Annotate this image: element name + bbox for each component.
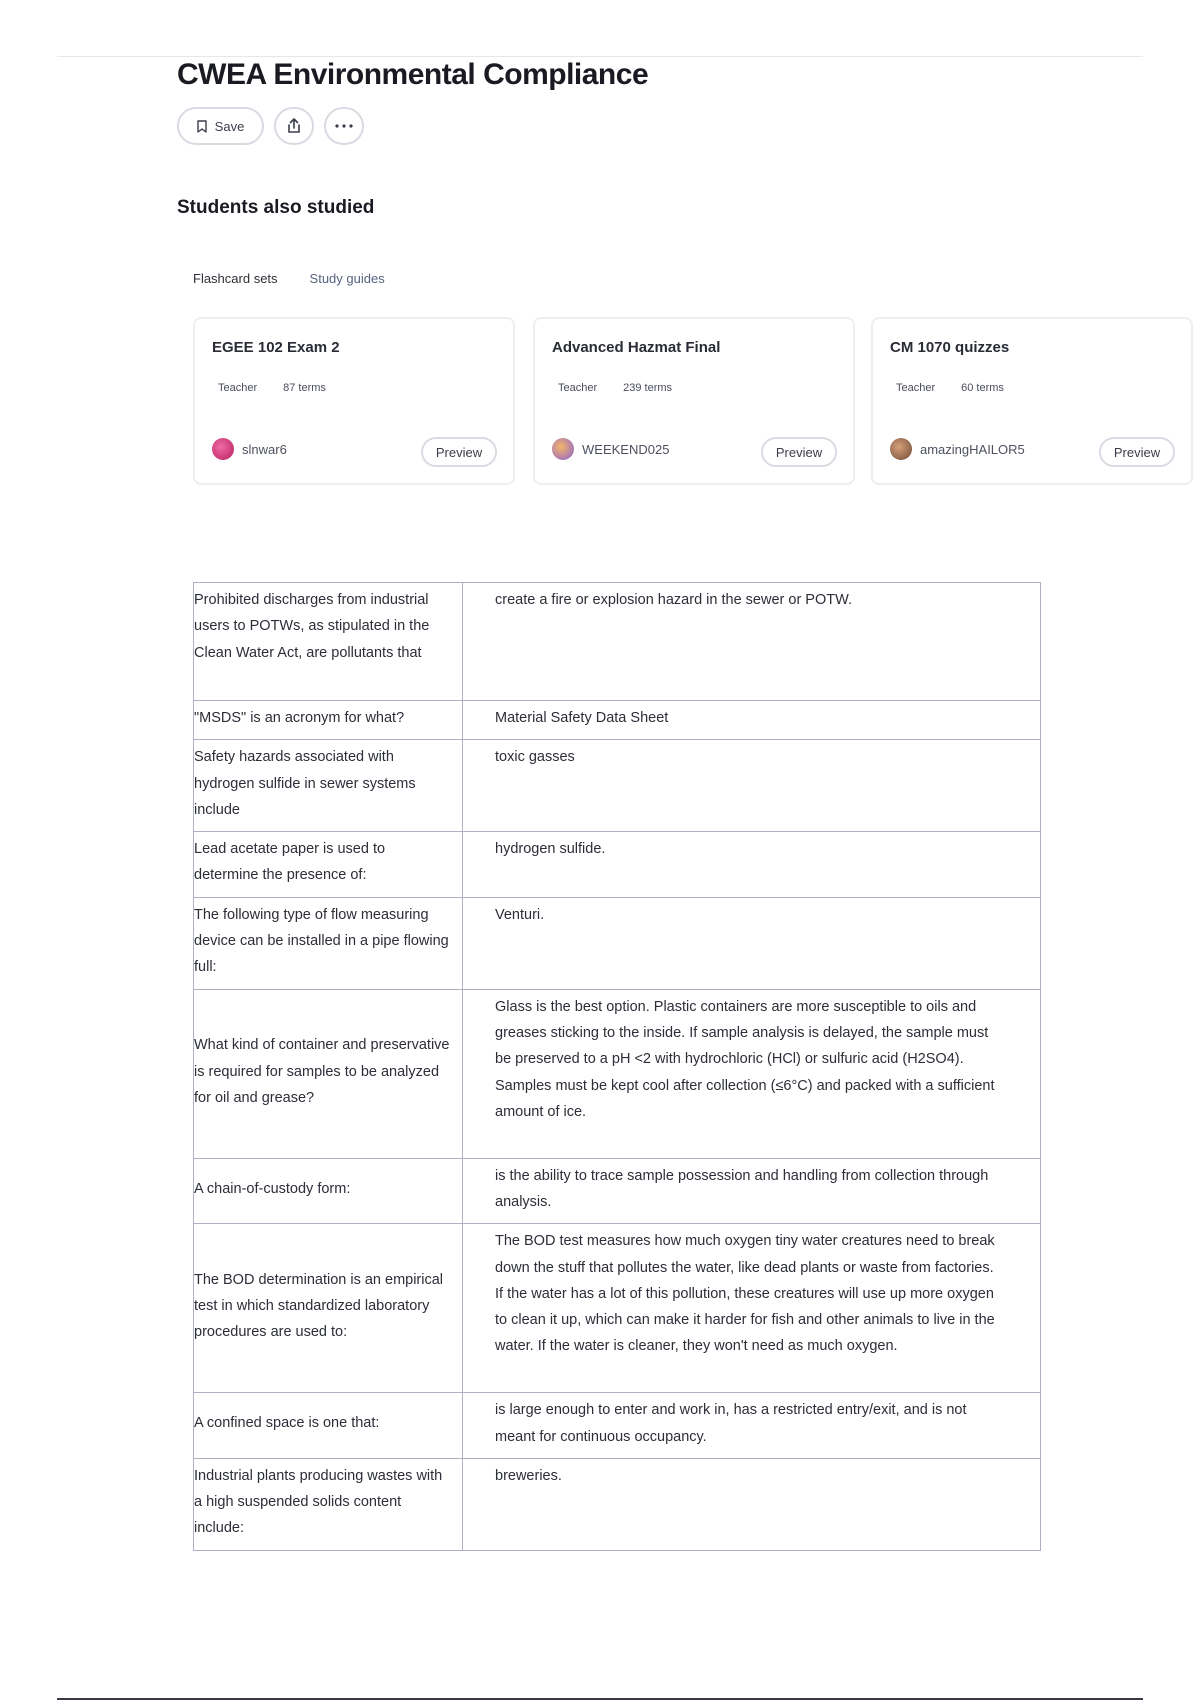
- set-card-term-count: 60 terms: [961, 382, 1004, 394]
- top-divider: [57, 56, 1143, 57]
- set-card-author[interactable]: [890, 438, 1025, 460]
- set-actions: [177, 107, 364, 145]
- table-row: [194, 1458, 1041, 1550]
- avatar: [890, 438, 912, 460]
- bookmark-icon: [197, 120, 207, 133]
- avatar: [552, 438, 574, 460]
- set-card-author[interactable]: [212, 438, 287, 460]
- avatar: [212, 438, 234, 460]
- share-icon: [285, 117, 303, 135]
- table-row: [194, 1393, 1041, 1459]
- term-cell: The BOD determination is an empirical test in which standardized laboratory procedures are used to:: [194, 1224, 463, 1393]
- definition-cell: breweries.: [463, 1458, 1041, 1550]
- definition-cell: create a fire or explosion hazard in the sewer or POTW.: [463, 583, 1041, 701]
- term-cell: A chain-of-custody form:: [194, 1158, 463, 1224]
- set-card-username: slnwar6: [242, 441, 287, 457]
- set-card-role: Teacher: [558, 382, 598, 394]
- definition-cell: is the ability to trace sample possession and handling from collection through analysis.: [463, 1158, 1041, 1224]
- term-cell: Safety hazards associated with hydrogen sulfide in sewer systems include: [194, 740, 463, 832]
- definition-cell: The BOD test measures how much oxygen tiny water creatures need to break down the stuff that pollutes the water, like dead plants or waste from factories. If the water has a lot of this pollution, these creatures will use up more oxygen to clean it up, which can make it harder for fish and other animals to live in the water. If the water is cleaner, they won't need as much oxygen.: [463, 1224, 1041, 1393]
- set-card-meta: [218, 382, 326, 394]
- table-row: [194, 583, 1041, 701]
- set-card-author[interactable]: [552, 438, 669, 460]
- set-card-role: Teacher: [896, 382, 936, 394]
- table-row: [194, 1224, 1041, 1393]
- tab-flashcard-sets[interactable]: Flashcard sets: [193, 271, 278, 286]
- definition-cell: toxic gasses: [463, 740, 1041, 832]
- set-card-title: Advanced Hazmat Final: [552, 339, 721, 356]
- set-card-term-count: 239 terms: [623, 382, 673, 394]
- share-button[interactable]: [274, 107, 314, 145]
- save-button[interactable]: [177, 107, 264, 145]
- terms-table: [193, 582, 1041, 1551]
- term-cell: What kind of container and preservative is required for samples to be analyzed for oil and grease?: [194, 989, 463, 1158]
- terms-list: [193, 582, 1041, 1542]
- set-card[interactable]: [871, 317, 1193, 485]
- related-tabs: [193, 271, 385, 286]
- term-cell: The following type of flow measuring device can be installed in a pipe flowing full:: [194, 897, 463, 989]
- table-row: [194, 740, 1041, 832]
- definition-cell: hydrogen sulfide.: [463, 832, 1041, 898]
- set-card-role: Teacher: [218, 382, 258, 394]
- set-card-title: EGEE 102 Exam 2: [212, 339, 340, 356]
- definition-cell: Venturi.: [463, 897, 1041, 989]
- tab-study-guides[interactable]: Study guides: [309, 271, 385, 286]
- preview-button[interactable]: Preview: [761, 437, 837, 467]
- set-card-meta: [896, 382, 1004, 394]
- definition-cell: is large enough to enter and work in, has a restricted entry/exit, and is not meant for continuous occupancy.: [463, 1393, 1041, 1459]
- set-card-username: amazingHAILOR5: [920, 441, 1025, 457]
- term-cell: Prohibited discharges from industrial users to POTWs, as stipulated in the Clean Water Act, are pollutants that: [194, 583, 463, 701]
- definition-cell: Glass is the best option. Plastic containers are more susceptible to oils and greases sticking to the inside. If sample analysis is delayed, the sample must be preserved to a pH <2 with hydrochloric (HCl) or sulfuric acid (H2SO4). Samples must be kept cool after collection (≤6°C) and packed with a sufficient amount of ice.: [463, 989, 1041, 1158]
- term-cell: Lead acetate paper is used to determine the presence of:: [194, 832, 463, 898]
- set-card[interactable]: [193, 317, 515, 485]
- more-options-button[interactable]: [324, 107, 364, 145]
- save-label: Save: [214, 118, 245, 134]
- preview-button[interactable]: Preview: [421, 437, 497, 467]
- table-row: [194, 989, 1041, 1158]
- definition-cell: Material Safety Data Sheet: [463, 701, 1041, 740]
- term-cell: A confined space is one that:: [194, 1393, 463, 1459]
- related-sets-carousel: [193, 317, 1161, 487]
- set-card-username: WEEKEND025: [582, 441, 670, 457]
- more-icon: [335, 124, 353, 128]
- set-card-meta: [558, 382, 672, 394]
- table-row: [194, 897, 1041, 989]
- term-cell: Industrial plants producing wastes with a high suspended solids content include:: [194, 1458, 463, 1550]
- page-title: CWEA Environmental Compliance: [177, 58, 649, 91]
- term-cell: "MSDS" is an acronym for what?: [194, 701, 463, 740]
- students-also-studied-heading: Students also studied: [177, 197, 375, 218]
- preview-button[interactable]: Preview: [1099, 437, 1175, 467]
- set-card-title: CM 1070 quizzes: [890, 339, 1010, 356]
- table-row: [194, 701, 1041, 740]
- set-card-term-count: 87 terms: [283, 382, 326, 394]
- table-row: [194, 832, 1041, 898]
- set-card[interactable]: [533, 317, 855, 485]
- table-row: [194, 1158, 1041, 1224]
